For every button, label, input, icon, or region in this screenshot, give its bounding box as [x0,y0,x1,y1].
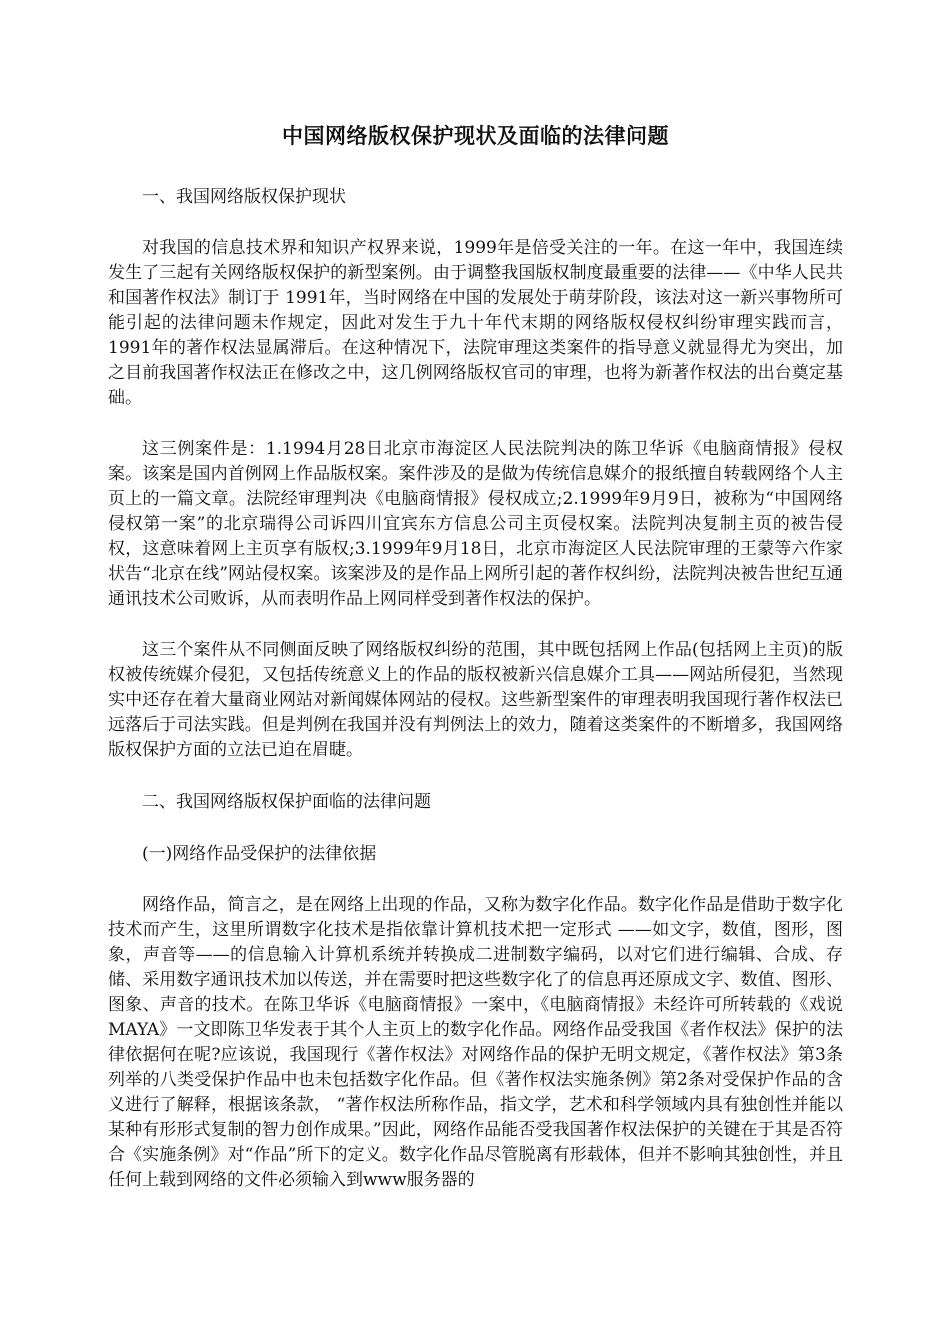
paragraph-1: 对我国的信息技术界和知识产权界来说，1999年是倍受关注的一年。在这一年中，我国连续发生了三起有关网络版权保护的新型案例。由于调整我国版权制度最重要的法律——《中华人民共和国著作权法》制订于 1991年，当时网络在中国的发展处于萌芽阶段，该法对这一新兴事物所可能引起的法律问题未作规定，因此对发生于九十年代末期的网络版权侵权纠纷审理实践而言，1991年的著作权法显属滞后。在这种情况下，法院审理这类案件的指导意义就显得尤为突出，加之目前我国著作权法正在修改之中，这几例网络版权官司的审理，也将为新著作权法的出台奠定基础。 [108,238,843,408]
paragraph-3: 这三个案件从不同侧面反映了网络版权纠纷的范围，其中既包括网上作品(包括网上主页)的版权被传统媒介侵犯，又包括传统意义上的作品的版权被新兴信息媒介工具——网站所侵犯，当然现实中还存在着大量商业网站对新闻媒体网站的侵权。这些新型案件的审理表明我国现行著作权法已远落后于司法实践。但是判例在我国并没有判例法上的效力，随着这类案件的不断增多，我国网络版权保护方面的立法已迫在眉睫。 [108,640,843,760]
section-heading-2: 二、我国网络版权保护面临的法律问题 [142,792,431,812]
document-page [108,120,843,1219]
paragraph-4: 网络作品，简言之，是在网络上出现的作品，又称为数字化作品。数字化作品是借助于数字化技术而产生，这里所谓数字化技术是指依靠计算机技术把一定形式 ——如文字，数值，图形，图象，声音等——的信息输入计算机系统并转换成二进制数字编码，以对它们进行编辑、合成、存储、采用数字通讯技术加以传送，并在需要时把这些数字化了的信息再还原成文字、数值、图形、图象、声音的技术。在陈卫华诉《电脑商情报》一案中，《电脑商情报》未经许可所转载的《戏说 MAYA》一文即陈卫华发表于其个人主页上的数字化作品。网络作品受我国《者作权法》保护的法律依据何在呢?应该说，我国现行《著作权法》对网络作品的保护无明文规定，《著作权法》第3条列举的八类受保护作品中也未包括数字化作品。但《著作权法实施条例》第2条对受保护作品的含义进行了解释，根据该条款， “著作权法所称作品，指文学，艺术和科学领域内具有独创性并能以某种有形形式复制的智力创作成果。”因此，网络作品能否受我国著作权法保护的关键在于其是否符合《实施条例》对“作品”所下的定义。数字化作品尽管脱离有形载体，但并不影响其独创性，并且任何上载到网络的文件必须输入到www服务器的 [108,895,843,1190]
paragraph-2: 这三例案件是：1.1994月28日北京市海淀区人民法院判决的陈卫华诉《电脑商情报》侵权案。该案是国内首例网上作品版权案。案件涉及的是做为传统信息媒介的报纸擅自转载网络个人主页上的一篇文章。法院经审理判决《电脑商情报》侵权成立;2.1999年9月9日，被称为“中国网络侵权第一案”的北京瑞得公司诉四川宜宾东方信息公司主页侵权案。法院判决复制主页的被告侵权，这意味着网上主页享有版权;3.1999年9月18日，北京市海淀区人民法院审理的王蒙等六作家状告“北京在线”网站侵权案。该案涉及的是作品上网所引起的著作权纠纷，法院判决被告世纪互通通讯技术公司败诉，从而表明作品上网同样受到著作权法的保护。 [108,439,843,609]
subsection-heading-1: (一)网络作品受保护的法律依据 [142,844,377,864]
section-heading-1: 一、我国网络版权保护现状 [142,187,346,207]
document-title: 中国网络版权保护现状及面临的法律问题 [282,124,669,148]
